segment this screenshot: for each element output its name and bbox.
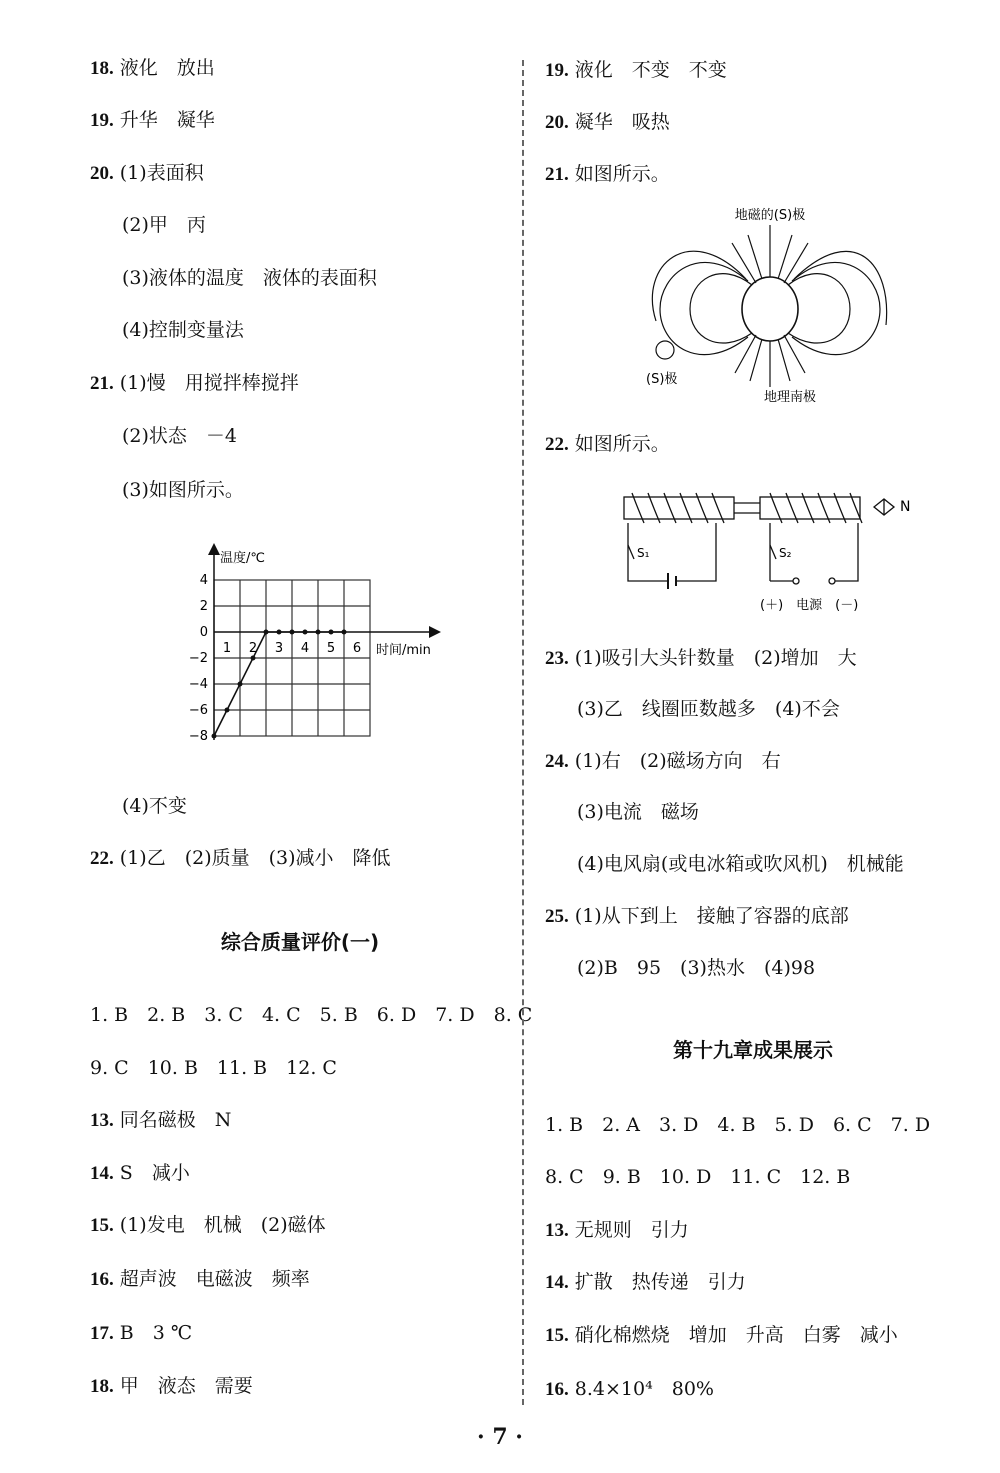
section-heading-1: 综合质量评价(一) <box>220 930 380 954</box>
answer-20: 20. (1)表面积 <box>90 162 204 184</box>
section-heading-2: 第十九章成果展示 <box>673 1038 833 1062</box>
ytick: 4 <box>199 573 208 588</box>
mc-answers-s1: 1. B 2. A 3. D 4. B 5. D 6. C 7. D <box>545 1114 931 1136</box>
xtick: 4 <box>300 641 310 656</box>
answer-s13: 13. 无规则 引力 <box>545 1219 689 1241</box>
earth-magnetic-field-figure <box>640 205 900 405</box>
mc-answers-s8: 8. C 9. B 10. D 11. C 12. B <box>545 1166 851 1188</box>
answer-17: 17. B 3 ℃ <box>90 1322 193 1344</box>
answer-20-4: (4)控制变量法 <box>122 319 244 341</box>
answer-r23-b: (3)乙 线圈匝数越多 (4)不会 <box>577 698 840 720</box>
xtick: 5 <box>326 641 336 656</box>
answer-20-2: (2)甲 丙 <box>122 214 206 236</box>
page-number: · 7 · <box>477 1424 523 1450</box>
answer-r24: 24. (1)右 (2)磁场方向 右 <box>545 750 781 772</box>
answer-21: 21. (1)慢 用搅拌棒搅拌 <box>90 372 299 394</box>
answer-r20: 20. 凝华 吸热 <box>545 111 670 133</box>
temperature-graph <box>180 540 450 750</box>
answer-s16: 16. 8.4×10⁴ 80% <box>545 1378 714 1400</box>
earth-bottom-label: 地理南极 <box>763 390 817 405</box>
answer-r22: 22. 如图所示。 <box>545 433 670 455</box>
xtick: 2 <box>248 641 258 656</box>
ytick: −4 <box>188 677 208 692</box>
answer-21-2: (2)状态 －4 <box>122 425 238 447</box>
xtick: 1 <box>222 641 232 656</box>
ytick: 2 <box>199 599 208 614</box>
answer-r21: 21. 如图所示。 <box>545 163 670 185</box>
ytick: 0 <box>199 625 208 640</box>
answer-r25: 25. (1)从下到上 接触了容器的底部 <box>545 905 849 927</box>
answer-s15: 15. 硝化棉燃烧 增加 升高 白雾 减小 <box>545 1324 898 1346</box>
graph-xlabel: 时间/min <box>376 643 431 658</box>
answer-r24-c: (4)电风扇(或电冰箱或吹风机) 机械能 <box>577 853 904 875</box>
answer-15: 15. (1)发电 机械 (2)磁体 <box>90 1214 326 1236</box>
answer-16: 16. 超声波 电磁波 频率 <box>90 1268 310 1290</box>
mc-answers-1: 1. B 2. B 3. C 4. C 5. B 6. D 7. D 8. C <box>90 1004 533 1026</box>
answer-s14: 14. 扩散 热传递 引力 <box>545 1271 746 1293</box>
answer-19: 19. 升华 凝华 <box>90 109 215 131</box>
electromagnet-circuit-figure <box>610 485 930 615</box>
ytick: −6 <box>188 703 208 718</box>
answer-22: 22. (1)乙 (2)质量 (3)减小 降低 <box>90 847 391 869</box>
ytick: −8 <box>188 729 208 744</box>
answer-r19: 19. 液化 不变 不变 <box>545 59 727 81</box>
answer-14: 14. S 减小 <box>90 1162 190 1184</box>
answer-21-4: (4)不变 <box>122 795 187 817</box>
graph-ylabel: 温度/℃ <box>220 551 265 566</box>
answer-r23: 23. (1)吸引大头针数量 (2)增加 大 <box>545 647 857 669</box>
compass-n-label: N <box>900 499 911 515</box>
answer-r24-b: (3)电流 磁场 <box>577 801 699 823</box>
power-source-label: (＋) 电源 (－) <box>760 598 859 613</box>
answer-13: 13. 同名磁极 N <box>90 1109 232 1131</box>
earth-left-label: (S)极 <box>646 372 678 387</box>
xtick: 6 <box>352 641 362 656</box>
column-divider <box>522 60 524 1405</box>
switch-s2-label: S₂ <box>779 546 792 560</box>
xtick: 3 <box>274 641 284 656</box>
earth-top-label: 地磁的(S)极 <box>734 208 806 223</box>
answer-20-3: (3)液体的温度 液体的表面积 <box>122 267 377 289</box>
answer-18b: 18. 甲 液态 需要 <box>90 1375 253 1397</box>
ytick: −2 <box>188 651 208 666</box>
answer-r25-b: (2)B 95 (3)热水 (4)98 <box>577 957 816 979</box>
switch-s1-label: S₁ <box>637 546 650 560</box>
answer-21-3: (3)如图所示。 <box>122 479 244 501</box>
answer-18: 18. 液化 放出 <box>90 57 215 79</box>
mc-answers-9: 9. C 10. B 11. B 12. C <box>90 1057 337 1079</box>
